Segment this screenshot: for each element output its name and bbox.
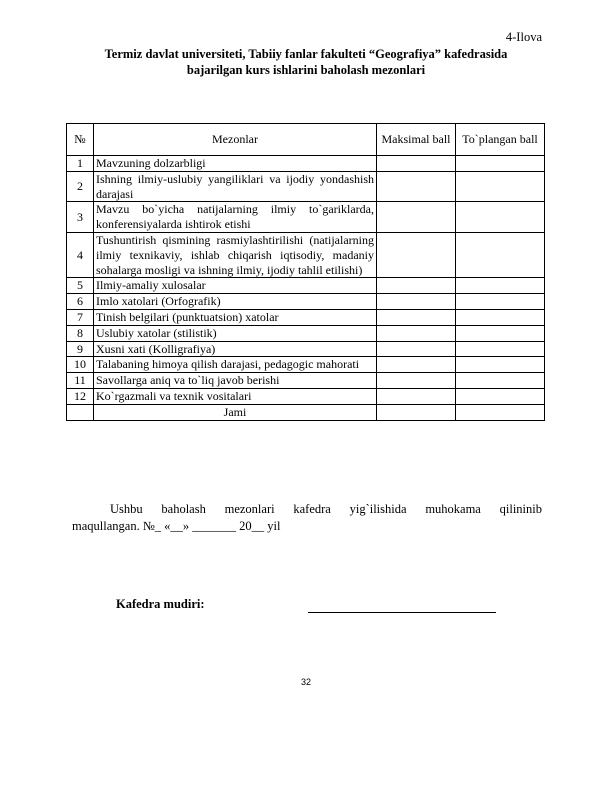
row-number: 1 — [67, 156, 94, 172]
table-row — [67, 202, 545, 233]
header-number: № — [67, 124, 94, 156]
row-number: 5 — [67, 278, 94, 294]
heading-line-2: bajarilgan kurs ishlarini baholash mezonlari — [186, 63, 426, 77]
row-max-score-cell — [377, 294, 456, 310]
row-number: 9 — [67, 341, 94, 357]
table-row — [67, 341, 545, 357]
row-number: 12 — [67, 388, 94, 404]
header-obtained-score: To`plangan ball — [456, 124, 545, 156]
row-number: 10 — [67, 357, 94, 373]
row-max-score-cell — [377, 278, 456, 294]
row-max-score-cell — [377, 325, 456, 341]
row-number: 7 — [67, 309, 94, 325]
row-criterion: Ilmiy-amaliy xulosalar — [94, 278, 377, 294]
table-row — [67, 232, 545, 277]
row-number: 11 — [67, 373, 94, 389]
row-number: 6 — [67, 294, 94, 310]
signature-line — [308, 612, 496, 613]
row-max-score-cell — [377, 357, 456, 373]
row-obtained-score-cell — [456, 171, 545, 202]
total-label: Jami — [94, 404, 377, 420]
row-obtained-score-cell — [456, 357, 545, 373]
approval-statement — [72, 501, 542, 535]
row-obtained-score-cell — [456, 325, 545, 341]
row-obtained-score-cell — [456, 232, 545, 277]
row-max-score-cell — [377, 373, 456, 389]
row-max-score-cell — [377, 388, 456, 404]
row-max-score-cell — [377, 171, 456, 202]
table-row — [67, 278, 545, 294]
row-max-score-cell — [377, 309, 456, 325]
row-number: 3 — [67, 202, 94, 233]
row-obtained-score-cell — [456, 202, 545, 233]
table-row — [67, 388, 545, 404]
row-max-score-cell — [377, 202, 456, 233]
approval-line-2: maqullangan. №_ «__» _______ 20__ yil — [72, 519, 281, 533]
header-criteria: Mezonlar — [94, 124, 377, 156]
row-obtained-score-cell — [456, 388, 545, 404]
total-number-cell — [67, 404, 94, 420]
row-criterion: Mavzu bo`yicha natijalarning ilmiy to`gariklarda, konferensiyalarda ishtirok etishi — [94, 202, 377, 233]
row-max-score-cell — [377, 341, 456, 357]
table-row — [67, 325, 545, 341]
row-max-score-cell — [377, 156, 456, 172]
header-max-score: Maksimal ball — [377, 124, 456, 156]
row-criterion: Mavzuning dolzarbligi — [94, 156, 377, 172]
row-obtained-score-cell — [456, 373, 545, 389]
row-criterion: Xusni xati (Kolligrafiya) — [94, 341, 377, 357]
row-criterion: Ishning ilmiy-uslubiy yangiliklari va ijodiy yondashish darajasi — [94, 171, 377, 202]
row-criterion: Imlo xatolari (Orfografik) — [94, 294, 377, 310]
row-criterion: Savollarga aniq va to`liq javob berishi — [94, 373, 377, 389]
annex-label: 4-Ilova — [505, 30, 542, 44]
department-head-label: Kafedra mudiri: — [116, 597, 205, 611]
page-number: 32 — [300, 677, 311, 687]
table-row — [67, 357, 545, 373]
row-number: 4 — [67, 232, 94, 277]
approval-line-1: Ushbu baholash mezonlari kafedra yig`ilishida muhokama qilininib — [110, 502, 542, 516]
row-max-score-cell — [377, 232, 456, 277]
table-header-row — [67, 124, 545, 156]
row-criterion: Tushuntirish qismining rasmiylashtirilishi (natijalarning ilmiy texnikaviy, ishlab chiqarish iqtisodiy, madaniy sohalarga mosligi va ishning ilmiy, ijodiy tahlil etilishi) — [94, 232, 377, 277]
table-row — [67, 171, 545, 202]
heading-line-1: Termiz davlat universiteti, Tabiiy fanlar fakulteti “Geografiya” kafedrasida — [104, 47, 508, 61]
document-heading — [60, 46, 552, 78]
row-criterion: Ko`rgazmali va texnik vositalari — [94, 388, 377, 404]
row-criterion: Talabaning himoya qilish darajasi, pedagogic mahorati — [94, 357, 377, 373]
table-row — [67, 373, 545, 389]
row-obtained-score-cell — [456, 294, 545, 310]
row-number: 2 — [67, 171, 94, 202]
row-number: 8 — [67, 325, 94, 341]
table-row — [67, 309, 545, 325]
row-obtained-score-cell — [456, 156, 545, 172]
total-max-score-cell — [377, 404, 456, 420]
table-row — [67, 294, 545, 310]
row-criterion: Uslubiy xatolar (stilistik) — [94, 325, 377, 341]
grading-criteria-table — [66, 123, 545, 421]
row-obtained-score-cell — [456, 341, 545, 357]
row-obtained-score-cell — [456, 278, 545, 294]
row-obtained-score-cell — [456, 309, 545, 325]
total-obtained-score-cell — [456, 404, 545, 420]
table-row — [67, 156, 545, 172]
table-total-row — [67, 404, 545, 420]
row-criterion: Tinish belgilari (punktuatsion) xatolar — [94, 309, 377, 325]
